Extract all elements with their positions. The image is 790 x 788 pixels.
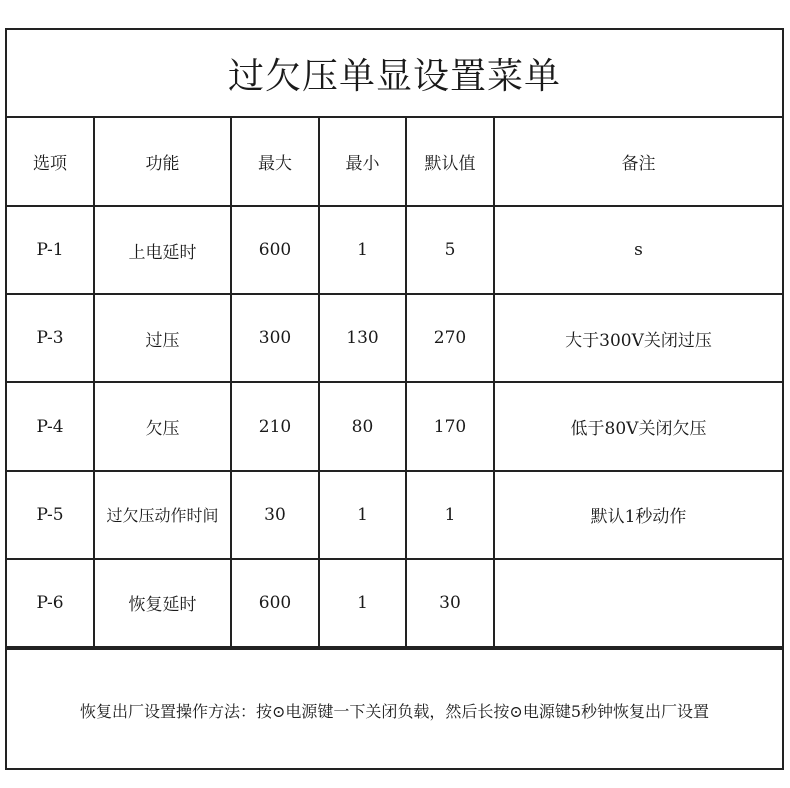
cell-max: 300 xyxy=(231,294,319,382)
cell-function: 上电延时 xyxy=(94,206,231,294)
cell-option: P-4 xyxy=(7,382,94,470)
cell-max: 210 xyxy=(231,382,319,470)
table-header-row xyxy=(7,118,782,206)
cell-note: s xyxy=(494,206,782,294)
cell-note xyxy=(494,559,782,647)
cell-min: 130 xyxy=(319,294,406,382)
cell-min: 80 xyxy=(319,382,406,470)
cell-min: 1 xyxy=(319,471,406,559)
cell-function: 欠压 xyxy=(94,382,231,470)
header-default: 默认值 xyxy=(406,118,494,206)
cell-function: 恢复延时 xyxy=(94,559,231,647)
cell-default: 30 xyxy=(406,559,494,647)
settings-sheet xyxy=(5,28,784,770)
cell-function: 过压 xyxy=(94,294,231,382)
table-row xyxy=(7,471,782,559)
header-min: 最小 xyxy=(319,118,406,206)
cell-option: P-3 xyxy=(7,294,94,382)
cell-function: 过欠压动作时间 xyxy=(94,471,231,559)
header-function: 功能 xyxy=(94,118,231,206)
cell-max: 600 xyxy=(231,559,319,647)
table-row xyxy=(7,206,782,294)
cell-min: 1 xyxy=(319,206,406,294)
header-option: 选项 xyxy=(7,118,94,206)
cell-max: 600 xyxy=(231,206,319,294)
cell-note: 大于300V关闭过压 xyxy=(494,294,782,382)
cell-default: 5 xyxy=(406,206,494,294)
sheet-title: 过欠压单显设置菜单 xyxy=(7,30,782,118)
cell-default: 270 xyxy=(406,294,494,382)
table-row xyxy=(7,559,782,647)
cell-note: 低于80V关闭欠压 xyxy=(494,382,782,470)
cell-option: P-1 xyxy=(7,206,94,294)
cell-default: 170 xyxy=(406,382,494,470)
cell-default: 1 xyxy=(406,471,494,559)
factory-reset-instructions: 恢复出厂设置操作方法：按⊙电源键一下关闭负载，然后长按⊙电源键5秒钟恢复出厂设置 xyxy=(7,648,782,770)
table-row xyxy=(7,294,782,382)
cell-note: 默认1秒动作 xyxy=(494,471,782,559)
table-row xyxy=(7,382,782,470)
header-note: 备注 xyxy=(494,118,782,206)
cell-max: 30 xyxy=(231,471,319,559)
settings-table xyxy=(7,118,782,648)
cell-option: P-6 xyxy=(7,559,94,647)
header-max: 最大 xyxy=(231,118,319,206)
cell-min: 1 xyxy=(319,559,406,647)
cell-option: P-5 xyxy=(7,471,94,559)
